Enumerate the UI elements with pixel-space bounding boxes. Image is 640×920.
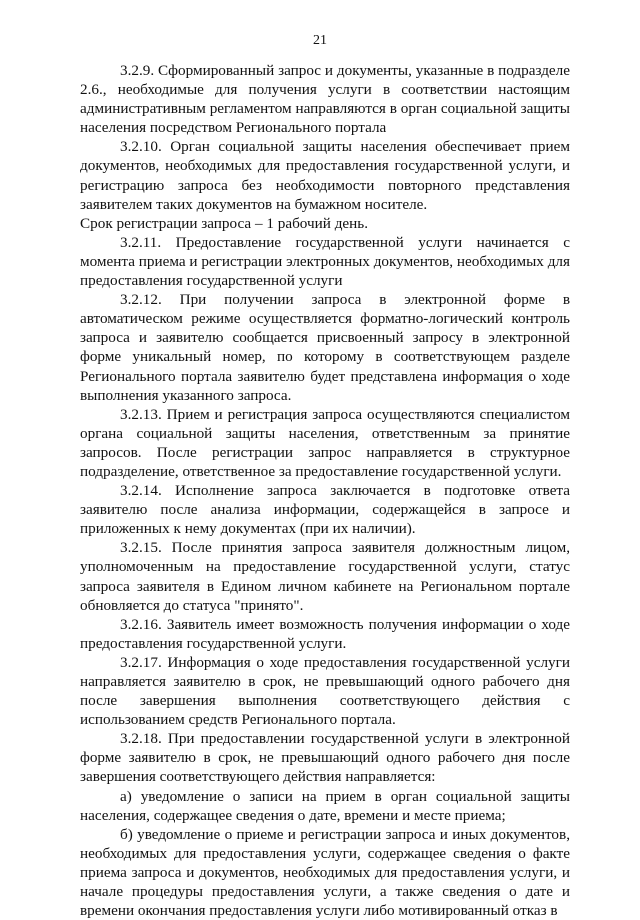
- paragraph-3-2-12: 3.2.12. При получении запроса в электронной форме в автоматическом режиме осуществляется форматно-логический контроль запроса и заявителю сообщается присвоенный запросу в электронной форме уникальный номер, по которому в соответствующем разделе Регионального портала заявителю будет представлена информация о ходе выполнения указанного запроса.: [80, 291, 570, 404]
- paragraph-3-2-14: 3.2.14. Исполнение запроса заключается в подготовке ответа заявителю после анализа информации, содержащейся в запросе и приложенных к нему документах (при их наличии).: [80, 482, 570, 538]
- list-item-b: б) уведомление о приеме и регистрации запроса и иных документов, необходимых для предоставления услуги, содержащее сведения о факте приема запроса и документов, необходимых для предоставления услуги, и начале процедуры предоставления услуги, а также сведения о дате и времени окончания предоставления услуги либо мотивированный отказ в: [80, 825, 570, 920]
- page-number: 21: [313, 33, 327, 48]
- paragraph-3-2-15: 3.2.15. После принятия запроса заявителя должностным лицом, уполномоченным на предоставление государственной услуги, статус запроса заявителя в Едином личном кабинете на Региональном портале обновляется до статуса "принято".: [80, 539, 570, 614]
- paragraph-3-2-10: 3.2.10. Орган социальной защиты населения обеспечивает прием документов, необходимых для предоставления государственной услуги, и регистрацию запроса без необходимости повторного представления заявителем таких документов на бумажном носителе.: [80, 138, 570, 213]
- list-item-a: а) уведомление о записи на прием в орган социальной защиты населения, содержащее сведения о дате, времени и месте приема;: [80, 787, 570, 824]
- paragraph-3-2-17: 3.2.17. Информация о ходе предоставления государственной услуги направляется заявителю в срок, не превышающий одного рабочего дня после завершения выполнения соответствующего действия с использованием средств Регионального портала.: [80, 653, 570, 729]
- paragraph-3-2-9: 3.2.9. Сформированный запрос и документы, указанные в подразделе 2.6., необходимые для получения услуги в соответствии настоящим административным регламентом направляются в орган социальной защиты населения посредством Регионального портала: [80, 62, 570, 137]
- paragraph-3-2-11: 3.2.11. Предоставление государственной услуги начинается с момента приема и регистрации электронных документов, необходимых для предоставления государственной услуги: [80, 233, 570, 290]
- document-body: [80, 61, 570, 920]
- paragraph-3-2-18: 3.2.18. При предоставлении государственной услуги в электронной форме заявителю в срок, не превышающий одного рабочего дня после завершения соответствующего действия направляется:: [80, 730, 570, 786]
- paragraph-registration-term: Срок регистрации запроса – 1 рабочий день.: [80, 214, 369, 232]
- paragraph-3-2-16: 3.2.16. Заявитель имеет возможность получения информации о ходе предоставления государственной услуги.: [80, 615, 570, 652]
- paragraph-3-2-13: 3.2.13. Прием и регистрация запроса осуществляются специалистом органа социальной защиты населения, ответственным за принятие запросов. После регистрации запрос направляется в структурное подразделение, ответственное за предоставление государственной услуги.: [80, 405, 570, 480]
